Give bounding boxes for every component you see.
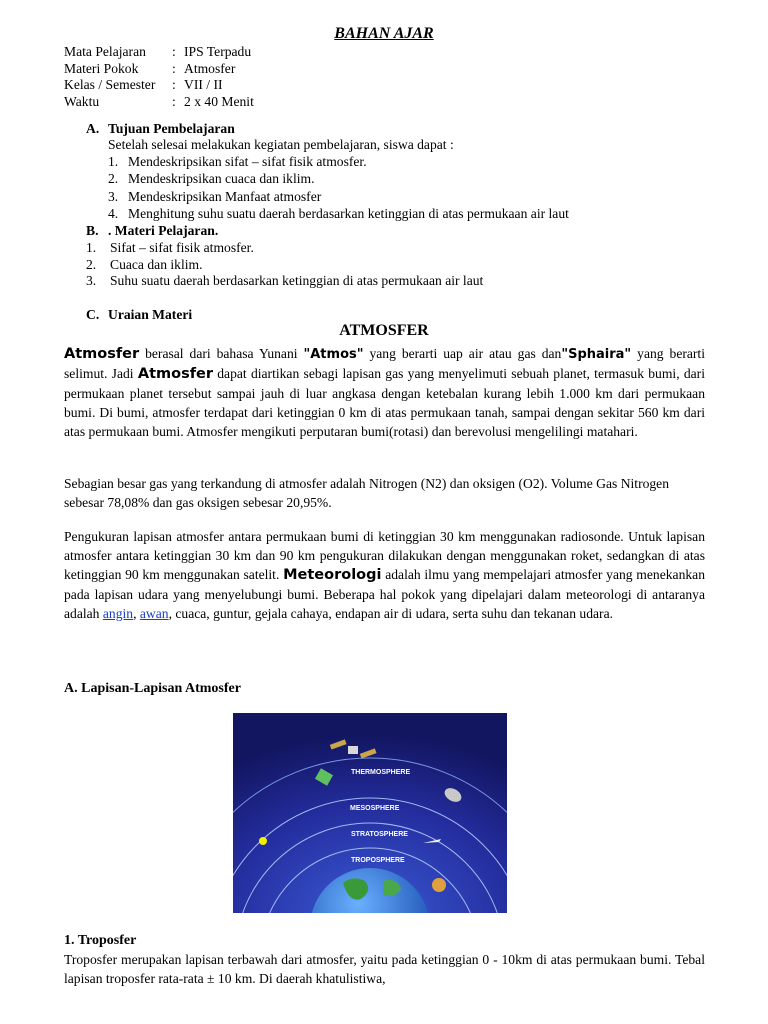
text: , (133, 606, 140, 621)
troposphere-label: TROPOSPHERE (351, 857, 405, 864)
term: "Sphaira" (561, 347, 632, 362)
list-text: Suhu suatu daerah berdasarkan ketinggian di atas permukaan air laut (110, 273, 484, 288)
meta-sep: : (172, 44, 176, 59)
lapisan-heading: A. Lapisan-Lapisan Atmosfer (64, 681, 241, 696)
text: berasal dari bahasa Yunani (139, 346, 304, 361)
section-title: . Materi Pelajaran. (108, 223, 219, 238)
section-title: Tujuan Pembelajaran (108, 121, 235, 136)
list-number: 2. (86, 257, 97, 272)
tree-icon (259, 837, 267, 845)
balloon-icon (432, 878, 446, 892)
page-title: BAHAN AJAR (334, 25, 434, 42)
list-item (108, 153, 367, 171)
text: yang berarti selimut. Jadi (64, 346, 705, 381)
meta-block (64, 44, 254, 110)
meta-value: Atmosfer (184, 60, 236, 76)
list-item (86, 256, 203, 274)
paragraph-measurement (64, 527, 705, 623)
section-a-intro: Setelah selesai melakukan kegiatan pembelajaran, siswa dapat : (108, 137, 454, 152)
list-text: Sifat – sifat fisik atmosfer. (110, 240, 254, 255)
list-number: 3. (86, 273, 97, 288)
list-number: 1. (108, 154, 119, 169)
list-item (108, 170, 314, 188)
atmosfer-heading: ATMOSFER (339, 322, 429, 339)
atmosphere-diagram (233, 713, 507, 913)
list-text: Mendeskripsikan Manfaat atmosfer (128, 189, 322, 204)
paragraph-gas: Sebagian besar gas yang terkandung di atmosfer adalah Nitrogen (N2) dan oksigen (O2). Volume Gas Nitrogen sebesar 78,08% dan gas oksigen sebesar 20,95%. (64, 476, 670, 510)
troposfer-heading: 1. Troposfer (64, 933, 137, 948)
section-a-heading (86, 120, 235, 138)
term: "Atmos" (303, 347, 364, 362)
meta-sep: : (172, 60, 176, 76)
thermosphere-label: THERMOSPHERE (351, 769, 411, 776)
stratosphere-label: STRATOSPHERE (351, 831, 408, 838)
text: , cuaca, guntur, gejala cahaya, endapan air di udara, serta suhu dan tekanan udara. (168, 606, 614, 621)
text: dapat diartikan sebagi lapisan gas yang menyelimuti sebuah planet, termasuk bumi, dari permukaan planet tersebut sampai jauh di luar angkasa dengan ketebalan kurang lebih 1.000 km dari permukaan bumi. Di bumi, atmosfer terdapat dari ketinggian 0 km di atas permukaan tanah, sampai dengan sekitar 560 km dari atas permukaan bumi. Atmosfer mengikuti perputaran bumi(rotasi) dan berevolusi mengelilingi matahari. (64, 366, 705, 439)
list-item (108, 188, 321, 206)
meta-key: Kelas / Semester (64, 77, 156, 92)
meta-row (64, 94, 254, 111)
list-text: Cuaca dan iklim. (110, 257, 203, 272)
mesosphere-label: MESOSPHERE (350, 805, 400, 812)
meta-row (64, 44, 254, 61)
meta-sep: : (172, 77, 176, 92)
list-number: 3. (108, 189, 119, 204)
list-item (86, 239, 254, 257)
atmosphere-layers-figure (233, 713, 507, 913)
meta-key: Materi Pokok (64, 60, 139, 76)
term: Meteorologi (283, 567, 382, 583)
meta-value: 2 x 40 Menit (184, 93, 254, 109)
term: Atmosfer (137, 366, 213, 382)
list-item (86, 272, 483, 290)
section-b-heading (86, 222, 218, 240)
text: adalah ilmu yang mempelajari atmosfer yang menekankan pada lapisan udara yang menyelubungi bumi. Beberapa hal pokok yang dipelajari dalam meteorologi di antaranya adalah (64, 567, 705, 621)
list-number: 4. (108, 206, 119, 221)
list-item (108, 205, 569, 223)
list-text: Mendeskripsikan cuaca dan iklim. (128, 171, 315, 186)
meta-value: IPS Terpadu (184, 44, 252, 59)
paragraph-troposfer: Troposfer merupakan lapisan terbawah dari atmosfer, yaitu pada ketinggian 0 - 10km di atas permukaan bumi. Tebal lapisan troposfer rata-rata ± 10 km. Di daerah khatulistiwa, (64, 952, 705, 986)
meta-value: VII / II (184, 77, 223, 92)
section-c-heading (86, 306, 192, 324)
list-text: Mendeskripsikan sifat – sifat fisik atmosfer. (128, 154, 367, 169)
meta-key: Waktu (64, 93, 100, 109)
list-number: 1. (86, 240, 97, 255)
meta-row (64, 77, 254, 94)
section-letter: B. (86, 223, 99, 238)
meta-sep: : (172, 93, 176, 109)
term: Atmosfer (64, 346, 140, 362)
link-angin[interactable]: angin (102, 606, 134, 621)
meta-key: Mata Pelajaran (64, 44, 146, 59)
list-text: Menghitung suhu suatu daerah berdasarkan ketinggian di atas permukaan air laut (128, 206, 569, 221)
text: Pengukuran lapisan atmosfer antara permukaan bumi di ketinggian 30 km menggunakan radiosonde. Untuk lapisan atmosfer antara ketinggian 30 km dan 90 km pengukuran dilakukan dengan menggunakan roket, sedangkan di atas ketinggian 90 km menggunakan satelit. (64, 529, 705, 582)
section-letter: C. (86, 307, 100, 322)
text: yang berarti uap air atau gas dan (363, 346, 562, 361)
link-awan[interactable]: awan (139, 606, 169, 621)
paragraph-intro (64, 344, 705, 441)
section-title: Uraian Materi (108, 307, 193, 322)
list-number: 2. (108, 171, 119, 186)
section-letter: A. (86, 121, 100, 136)
meta-row (64, 61, 254, 78)
